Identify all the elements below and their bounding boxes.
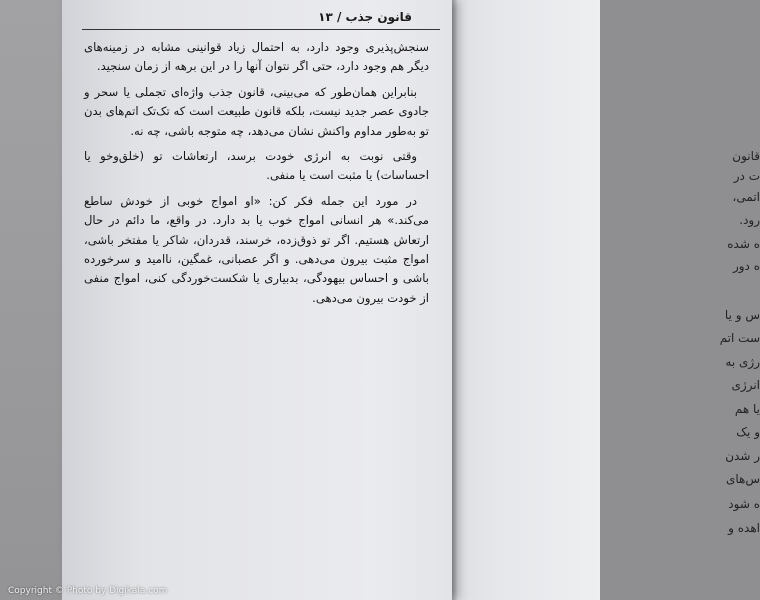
back-page: قانون ت در اتمی، رود. ه شده ه دور س و یا ست اتم رژی به انرژی یا هم و یک ر شدن س‌های ه شود اهده و: [430, 0, 600, 600]
body-text: [84, 38, 429, 314]
page-edge-shadow: [452, 0, 458, 600]
paragraph-2: بنابراین همان‌طور که می‌بینی، قانون جذب واژه‌ای تجملی یا سحر و جادوی عصر جدید نیست، بلکه قانون طبیعت است که تک‌تک اتم‌های بدن تو به‌طور مداوم واکنش نشان می‌دهد، چه متوجه باشی، چه نه.: [84, 84, 429, 138]
running-header: قانون جذب / ۱۳: [318, 10, 412, 24]
header-rule: [82, 29, 440, 30]
paragraph-3: وقتی نوبت به انرژی خودت برسد، ارتعاشات تو (خلق‌وخو یا احساسات) یا مثبت است یا منفی.: [84, 149, 429, 183]
paragraph-1: سنجش‌پذیری وجود دارد، به احتمال زیاد قوانینی مشابه در زمینه‌های دیگر هم وجود دارد، حتی اگر نتوان آنها را در این برهه از زمان سنجید.: [84, 40, 429, 74]
paragraph-4: در مورد این جمله فکر کن: «او امواج خوبی از خودش ساطع می‌کند.» هر انسانی امواج خوب یا بد دارد. در واقع، ما دائم در حال ارتعاش هستیم. اگر تو ذوق‌زده، خرسند، قدردان، شاکر یا مفتخر باشی، امواج مثبت بیرون می‌دهی. و اگر عصبانی، غمگین، ناامید و سرخورده باشی و احساس بیهودگی، بدبیاری یا شکست‌خوردگی کنی، امواج منفی از خودت بیرون می‌دهی.: [84, 193, 429, 305]
front-page: [62, 0, 452, 600]
copyright-watermark: Copyright © Photo by Digikala.com: [8, 586, 168, 596]
